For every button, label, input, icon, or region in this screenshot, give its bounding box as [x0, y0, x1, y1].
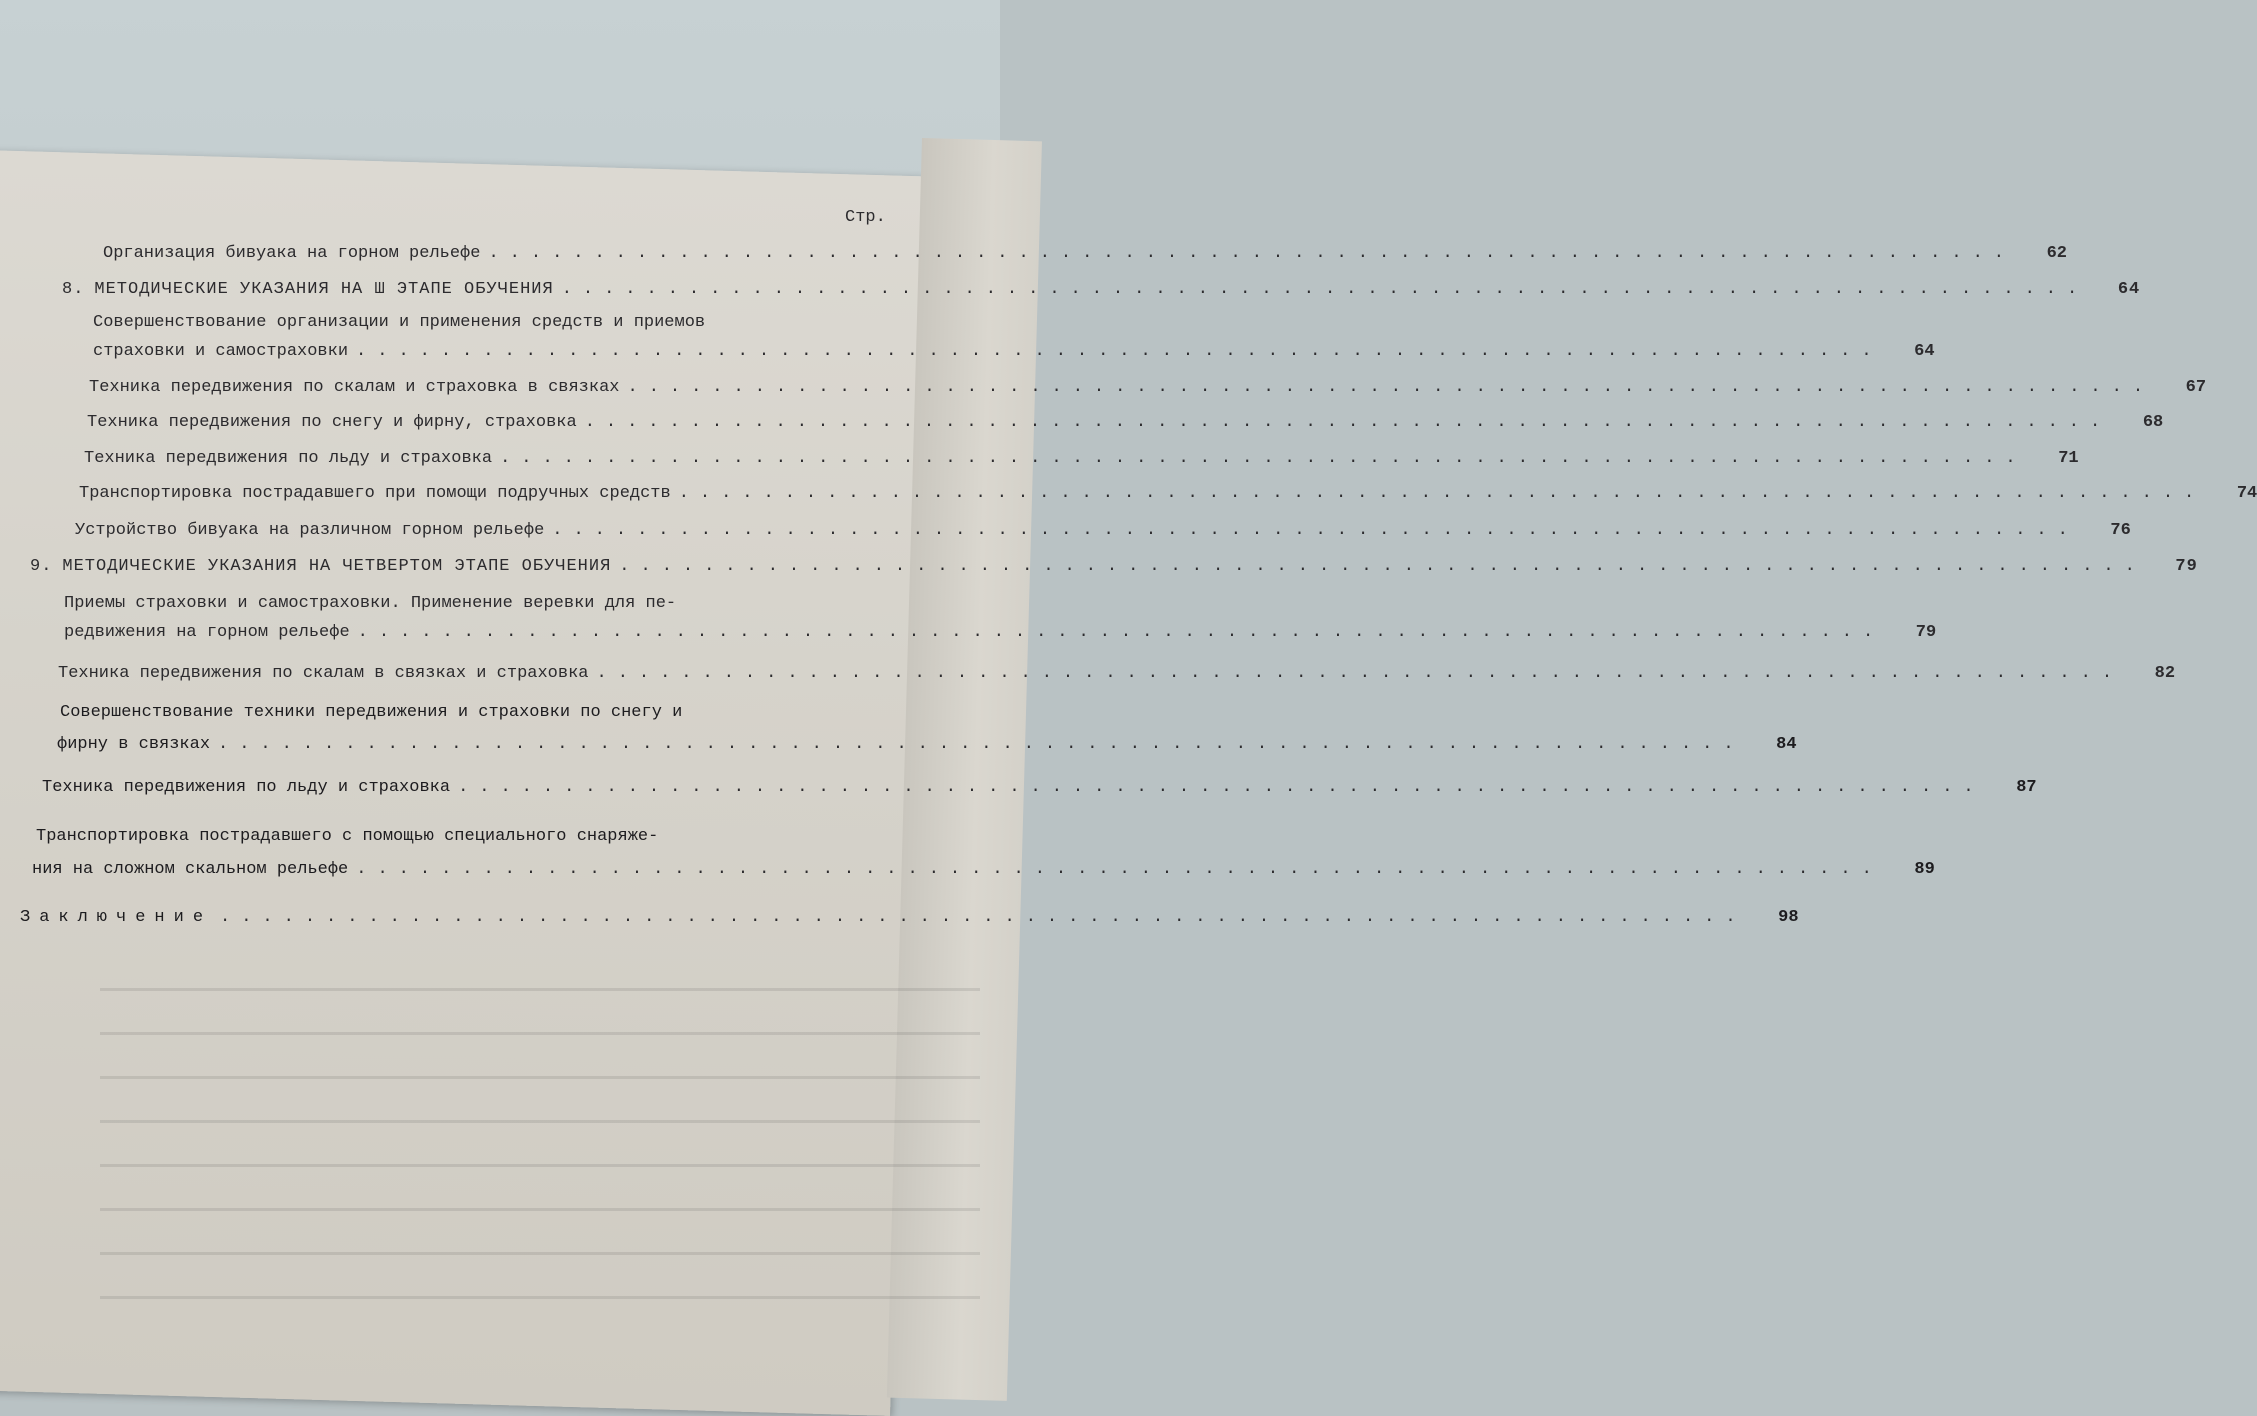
dot-leader: ........................................................................: [561, 280, 2089, 299]
toc-entry-line: Совершенствование организации и применения средств и приемов: [93, 313, 706, 332]
dot-leader: ........................................................................: [220, 908, 1747, 927]
toc-entry-title: фирну в связках: [57, 735, 211, 754]
toc-entry-page: 84: [1776, 735, 1797, 754]
toc-entry-line: Приемы страховки и самостраховки. Применение веревки для пе-: [64, 594, 677, 613]
toc-entry-title: Устройство бивуака на различном горном рельефе: [75, 521, 545, 540]
toc-section-heading: [62, 280, 2141, 299]
toc-entry-page: 62: [2046, 244, 2067, 263]
toc-entry-page: 79: [1915, 623, 1937, 642]
toc-entry: [93, 342, 1935, 361]
toc-entry-page: 67: [2185, 378, 2207, 397]
dot-leader: ........................................................................: [500, 449, 2027, 468]
toc-entry-title: Техника передвижения по скалам и страховка в связках: [89, 378, 620, 397]
dot-leader: ........................................................................: [552, 521, 2079, 540]
toc-entry-page: 64: [2117, 280, 2141, 299]
dot-leader: ........................................................................: [458, 778, 1985, 797]
toc-entry-line: Транспортировка пострадавшего с помощью специального снаряже-: [36, 827, 659, 846]
toc-entry-page: 71: [2058, 449, 2079, 468]
dot-leader: ........................................................................: [488, 244, 2015, 263]
toc-entry-page: 87: [2016, 778, 2037, 797]
toc-entry-page: 76: [2110, 521, 2131, 540]
toc-entry: [58, 664, 2176, 683]
toc-entry-page: 79: [2175, 557, 2198, 576]
toc-entry-title: Транспортировка пострадавшего при помощи подручных средств: [79, 484, 671, 503]
dot-leader: ........................................................................: [596, 664, 2124, 683]
toc-entry: [42, 778, 2037, 797]
toc-entry-page: 98: [1778, 908, 1799, 927]
toc-entry: [32, 860, 1935, 879]
toc-entry-page: 68: [2142, 413, 2164, 432]
toc-entry-conclusion: [20, 908, 1799, 927]
section-number: 8.: [62, 280, 85, 299]
toc-entry-page: 64: [1914, 342, 1935, 361]
dot-leader: ........................................................................: [627, 378, 2155, 397]
toc-entry-title: редвижения на горном рельефе: [64, 623, 350, 642]
toc-entry-page: 82: [2154, 664, 2176, 683]
dot-leader: ........................................................................: [584, 413, 2112, 432]
toc-entry: [64, 623, 1937, 642]
toc-entry: [75, 521, 2131, 540]
toc-entry-page: 89: [1914, 860, 1935, 879]
page-column-header: Стр.: [845, 208, 886, 227]
toc-entry-title: страховки и самостраховки: [93, 342, 349, 361]
dot-leader: ........................................................................: [356, 860, 1883, 879]
toc-entry-title: Техника передвижения по льду и страховка: [84, 449, 493, 468]
toc-entry-title: МЕТОДИЧЕСКИЕ УКАЗАНИЯ НА Ш ЭТАПЕ ОБУЧЕНИЯ: [94, 280, 554, 299]
toc-entry-title: Техника передвижения по льду и страховка: [42, 778, 451, 797]
toc-entry-page: 74: [2236, 484, 2257, 503]
dot-leader: ........................................................................: [218, 735, 1745, 754]
toc-entry: [103, 244, 2067, 263]
dot-leader: ........................................................................: [357, 623, 1885, 642]
toc-entry: [89, 378, 2207, 397]
toc-entry-title: Организация бивуака на горном рельефе: [103, 244, 481, 263]
toc-entry: [79, 484, 2257, 503]
toc-entry-line: Совершенствование техники передвижения и страховки по снегу и: [60, 703, 683, 722]
dot-leader: ........................................................................: [619, 557, 2146, 576]
toc-entry-title: Техника передвижения по скалам в связках и страховка: [58, 664, 589, 683]
toc-entry-title: ния на сложном скальном рельефе: [32, 860, 349, 879]
toc-entry: [84, 449, 2079, 468]
toc-entry: [87, 413, 2164, 432]
dot-leader: ........................................................................: [678, 484, 2206, 503]
toc-entry-title: Заключение: [20, 908, 213, 927]
toc-section-heading: [30, 557, 2198, 576]
toc-entry-title: МЕТОДИЧЕСКИЕ УКАЗАНИЯ НА ЧЕТВЕРТОМ ЭТАПЕ ОБУЧЕНИЯ: [62, 557, 612, 576]
dot-leader: ........................................................................: [356, 342, 1883, 361]
section-number: 9.: [30, 557, 53, 576]
toc-entry-title: Техника передвижения по снегу и фирну, страховка: [87, 413, 577, 432]
toc-entry: [57, 735, 1797, 754]
